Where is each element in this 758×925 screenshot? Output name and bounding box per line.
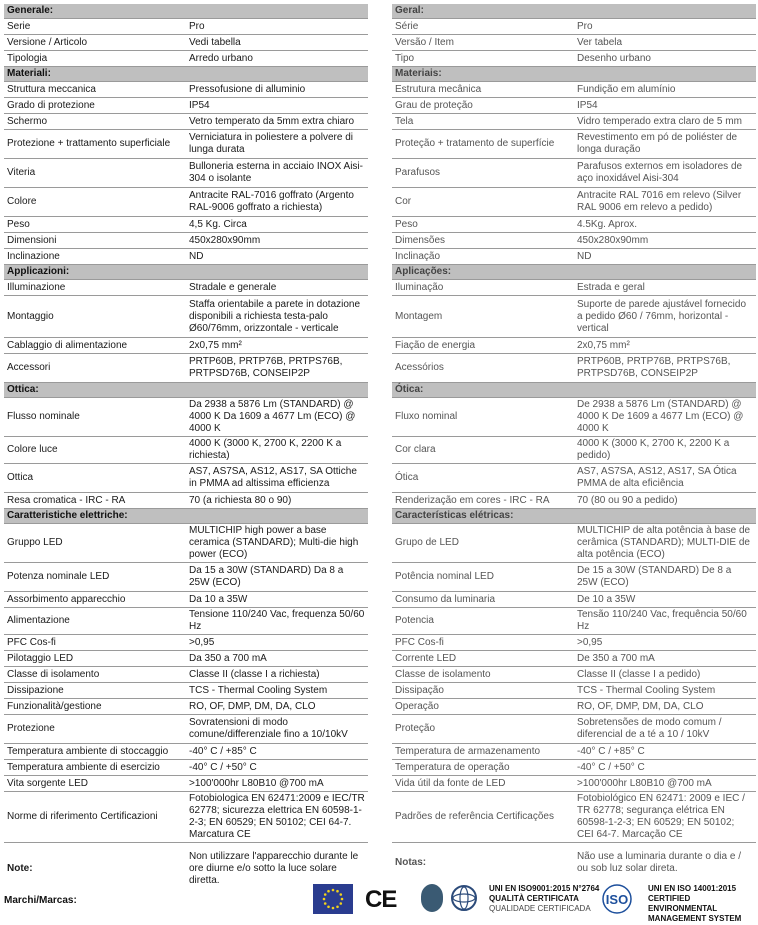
- spec-row: [392, 699, 756, 715]
- spec-label: Classe di isolamento: [4, 667, 186, 683]
- spec-value: Tensão 110/240 Vac, frequência 50/60 Hz: [574, 608, 756, 635]
- spec-row: [4, 493, 368, 509]
- spec-table-portuguese: [392, 4, 756, 876]
- spec-value: Revestimento em pó de poliéster de longa duração: [574, 130, 756, 159]
- spec-value: De 2938 a 5876 Lm (STANDARD) @ 4000 K De 1609 a 4677 Lm (ECO) @ 4000 K: [574, 398, 756, 437]
- section-title: Materiali:: [4, 67, 368, 82]
- spec-row: [4, 699, 368, 715]
- spec-value: 4.5Kg. Aprox.: [574, 217, 756, 233]
- spec-value: Tensione 110/240 Vac, frequenza 50/60 Hz: [186, 608, 368, 635]
- spec-value: TCS - Thermal Cooling System: [574, 683, 756, 699]
- spec-row: [4, 464, 368, 493]
- eu-star: [339, 902, 342, 905]
- spec-label: Tipologia: [4, 51, 186, 67]
- spec-row: [4, 249, 368, 265]
- spec-row: [4, 82, 368, 98]
- section-title: Generale:: [4, 4, 368, 19]
- spec-label: Iluminação: [392, 280, 574, 296]
- spec-value: IP54: [186, 98, 368, 114]
- ce-mark-icon: CE: [365, 886, 397, 913]
- spec-value: ND: [574, 249, 756, 265]
- spec-value: Da 15 a 30W (STANDARD) Da 8 a 25W (ECO): [186, 563, 368, 592]
- marks-label-it: Marchi: [4, 895, 37, 906]
- section-title: Características elétricas:: [392, 509, 756, 524]
- spec-row: [392, 354, 756, 383]
- spec-label: Série: [392, 19, 574, 35]
- eu-star: [324, 902, 327, 905]
- section-header: [4, 67, 368, 82]
- spec-label: Versão / Item: [392, 35, 574, 51]
- spec-row: [392, 217, 756, 233]
- spec-row: [4, 398, 368, 437]
- spec-label: Consumo da luminaria: [392, 592, 574, 608]
- spec-label: Ottica: [4, 464, 186, 493]
- iso9001-line3: QUALIDADE CERTIFICADA: [489, 904, 591, 913]
- spec-value: 4000 K (3000 K, 2700 K, 2200 K a richiesta): [186, 437, 368, 464]
- spec-value: >100'000hr L80B10 @700 mA: [186, 776, 368, 792]
- section-header: [4, 509, 368, 524]
- spec-value: MULTICHIP high power a base ceramica (STANDARD); Multi-die high power (ECO): [186, 524, 368, 563]
- iso14001-line1: UNI EN ISO 14001:2015: [648, 884, 737, 893]
- spec-row: [4, 437, 368, 464]
- spec-value: Antracite RAL-7016 goffrato (Argento RAL-9006 goffrato a richiesta): [186, 188, 368, 217]
- section-header: [4, 265, 368, 280]
- spec-label: Potência nominal LED: [392, 563, 574, 592]
- spec-row: [4, 524, 368, 563]
- spec-value: -40° C / +85° C: [186, 744, 368, 760]
- spec-value: Antracite RAL 7016 em relevo (Silver RAL 9006 em relevo a pedido): [574, 188, 756, 217]
- spec-row: [392, 667, 756, 683]
- spec-label: Dissipazione: [4, 683, 186, 699]
- spec-value: 2x0,75 mm²: [574, 338, 756, 354]
- spec-label: Schermo: [4, 114, 186, 130]
- spec-value: Pro: [186, 19, 368, 35]
- spec-value: TCS - Thermal Cooling System: [186, 683, 368, 699]
- footer: [0, 878, 758, 925]
- spec-value: Bulloneria esterna in acciaio INOX Aisi-304 o isolante: [186, 159, 368, 188]
- spec-value: Parafusos externos em isoladores de aço inoxidável Aisi-304: [574, 159, 756, 188]
- section-title: Applicazioni:: [4, 265, 368, 280]
- spec-label: Colore luce: [4, 437, 186, 464]
- section-title: Materiais:: [392, 67, 756, 82]
- spec-row: [4, 217, 368, 233]
- spec-label: Parafusos: [392, 159, 574, 188]
- certification-seal-icon: [421, 884, 443, 912]
- spec-value: 450x280x90mm: [186, 233, 368, 249]
- spec-label: Renderização em cores - IRC - RA: [392, 493, 574, 509]
- spec-label: Grau de proteção: [392, 98, 574, 114]
- marks-label: [4, 895, 77, 906]
- spec-value: Estrada e geral: [574, 280, 756, 296]
- spec-label: Corrente LED: [392, 651, 574, 667]
- spec-row: [4, 744, 368, 760]
- spec-label: Norme di riferimento Certificazioni: [4, 792, 186, 843]
- spec-label: Temperatura de operação: [392, 760, 574, 776]
- spec-row: [4, 651, 368, 667]
- spec-value: De 350 a 700 mA: [574, 651, 756, 667]
- spec-label: Cor: [392, 188, 574, 217]
- spec-row: [4, 354, 368, 383]
- spec-value: PRTP60B, PRTP76B, PRTPS76B, PRTPSD76B, CONSEIP2P: [186, 354, 368, 383]
- spec-label: Gruppo LED: [4, 524, 186, 563]
- section-header: [4, 383, 368, 398]
- spec-value: 70 (80 ou 90 a pedido): [574, 493, 756, 509]
- spec-value: Suporte de parede ajustável fornecido a pedido Ø60 / 76mm, horizontal - vertical: [574, 296, 756, 338]
- spec-row: [4, 98, 368, 114]
- spec-value: De 15 a 30W (STANDARD) De 8 a 25W (ECO): [574, 563, 756, 592]
- spec-label: PFC Cos-fi: [4, 635, 186, 651]
- eu-star: [336, 890, 339, 893]
- spec-value: Arredo urbano: [186, 51, 368, 67]
- spec-row: [392, 35, 756, 51]
- note-row: [392, 843, 756, 877]
- eu-star: [323, 898, 326, 901]
- spec-row: [392, 114, 756, 130]
- section-title: Ótica:: [392, 383, 756, 398]
- spec-label: Montagem: [392, 296, 574, 338]
- spec-value: 4,5 Kg. Circa: [186, 217, 368, 233]
- spec-row: [392, 792, 756, 843]
- spec-value: Desenho urbano: [574, 51, 756, 67]
- spec-value: Stradale e generale: [186, 280, 368, 296]
- spec-label: Dimensões: [392, 233, 574, 249]
- marks-label-pt: Marcas:: [39, 895, 77, 906]
- spec-value: >0,95: [574, 635, 756, 651]
- spec-value: 4000 K (3000 K, 2700 K, 2200 K a pedido): [574, 437, 756, 464]
- accreditation-logo-icon: [450, 884, 478, 912]
- spec-label: Viteria: [4, 159, 186, 188]
- section-title: Geral:: [392, 4, 756, 19]
- section-header: [392, 509, 756, 524]
- spec-row: [392, 464, 756, 493]
- spec-row: [4, 296, 368, 338]
- spec-label: Accessori: [4, 354, 186, 383]
- eu-star: [332, 907, 335, 910]
- spec-value: Verniciatura in poliestere a polvere di lunga durata: [186, 130, 368, 159]
- spec-row: [4, 188, 368, 217]
- spec-row: [392, 188, 756, 217]
- spec-row: [392, 280, 756, 296]
- iso14001-text: [648, 884, 758, 924]
- spec-value: RO, OF, DMP, DM, DA, CLO: [186, 699, 368, 715]
- spec-value: Não use a luminaria durante o dia e / ou sob luz solar direta.: [577, 851, 741, 874]
- spec-value: 70 (a richiesta 80 o 90): [186, 493, 368, 509]
- spec-row: [4, 130, 368, 159]
- spec-label: Ótica: [392, 464, 574, 493]
- spec-row: [4, 19, 368, 35]
- spec-row: [4, 51, 368, 67]
- spec-label: Versione / Articolo: [4, 35, 186, 51]
- spec-row: [4, 792, 368, 843]
- spec-value: De 10 a 35W: [574, 592, 756, 608]
- spec-label: Resa cromatica - IRC - RA: [4, 493, 186, 509]
- spec-row: [4, 635, 368, 651]
- spec-value: >100'000hr L80B10 @700 mA: [574, 776, 756, 792]
- spec-row: [392, 651, 756, 667]
- eu-star: [332, 889, 335, 892]
- section-header: [392, 383, 756, 398]
- spec-value: AS7, AS7SA, AS12, AS17, SA Ottiche in PMMA ad altissima efficienza: [186, 464, 368, 493]
- spec-row: [4, 683, 368, 699]
- section-header: [392, 67, 756, 82]
- spec-value: 2x0,75 mm²: [186, 338, 368, 354]
- spec-value: Da 10 a 35W: [186, 592, 368, 608]
- spec-label: Vida útil da fonte de LED: [392, 776, 574, 792]
- spec-value: Fotobiológico EN 62471: 2009 e IEC / TR 62778; segurança elétrica EN 60598-1-2-3; EN 60529; EN 50102; CEI 64-7. Marcação CE: [574, 792, 756, 843]
- spec-label: Peso: [4, 217, 186, 233]
- marks-separator: /: [36, 895, 40, 906]
- section-header: [392, 4, 756, 19]
- spec-label: Proteção + tratamento de superfície: [392, 130, 574, 159]
- spec-label: Classe de isolamento: [392, 667, 574, 683]
- spec-value: Da 350 a 700 mA: [186, 651, 368, 667]
- iso9001-line2: QUALITÀ CERTIFICATA: [489, 894, 579, 903]
- spec-label: Temperatura ambiente di stoccaggio: [4, 744, 186, 760]
- section-title: Aplicações:: [392, 265, 756, 280]
- spec-row: [4, 760, 368, 776]
- spec-row: [392, 744, 756, 760]
- spec-row: [392, 563, 756, 592]
- eu-star: [324, 893, 327, 896]
- spec-label: Padrões de referência Certificações: [392, 792, 574, 843]
- spec-value: Sovratensioni di modo comune/differenziale fino a 10/10kV: [186, 715, 368, 744]
- spec-value: -40° C / +50° C: [186, 760, 368, 776]
- spec-label: Struttura meccanica: [4, 82, 186, 98]
- spec-label: Inclinazione: [4, 249, 186, 265]
- spec-row: [4, 776, 368, 792]
- spec-row: [4, 338, 368, 354]
- spec-value: >0,95: [186, 635, 368, 651]
- spec-row: [392, 524, 756, 563]
- spec-row: [4, 280, 368, 296]
- spec-value: Ver tabela: [574, 35, 756, 51]
- spec-label: Montaggio: [4, 296, 186, 338]
- spec-label: Flusso nominale: [4, 398, 186, 437]
- spec-row: [392, 683, 756, 699]
- svg-text:ISO: ISO: [605, 892, 629, 907]
- eu-star: [339, 893, 342, 896]
- spec-label: Serie: [4, 19, 186, 35]
- section-header: [392, 265, 756, 280]
- spec-label: Fiação de energia: [392, 338, 574, 354]
- spec-row: [392, 398, 756, 437]
- spec-label: Dissipação: [392, 683, 574, 699]
- spec-row: [392, 51, 756, 67]
- spec-label: Grado di protezione: [4, 98, 186, 114]
- spec-label: Operação: [392, 699, 574, 715]
- spec-value: Vidro temperado extra claro de 5 mm: [574, 114, 756, 130]
- iso9001-text: [489, 884, 599, 914]
- spec-label: Fluxo nominal: [392, 398, 574, 437]
- iso-logo-icon: [598, 884, 636, 914]
- spec-row: [4, 608, 368, 635]
- spec-label: Potencia: [392, 608, 574, 635]
- spec-label: Temperatura de armazenamento: [392, 744, 574, 760]
- iso9001-line1: UNI EN ISO9001:2015 N°2764: [489, 884, 600, 893]
- spec-label: Colore: [4, 188, 186, 217]
- section-title: Ottica:: [4, 383, 368, 398]
- spec-label: Alimentazione: [4, 608, 186, 635]
- spec-row: [392, 715, 756, 744]
- spec-row: [392, 19, 756, 35]
- spec-row: [392, 493, 756, 509]
- spec-value: -40° C / +50° C: [574, 760, 756, 776]
- iso14001-line3: MANAGEMENT SYSTEM: [648, 914, 742, 923]
- spec-value: MULTICHIP de alta potência à base de cerâmica (STANDARD); MULTI-DIE de alta potência (ECO): [574, 524, 756, 563]
- spec-row: [392, 608, 756, 635]
- spec-row: [4, 592, 368, 608]
- spec-row: [392, 635, 756, 651]
- spec-row: [392, 592, 756, 608]
- spec-value: Vedi tabella: [186, 35, 368, 51]
- spec-label: Assorbimento apparecchio: [4, 592, 186, 608]
- spec-value: Staffa orientabile a parete in dotazione disponibili a richiesta testa-palo Ø60/76mm, orizzontale - verticale: [186, 296, 368, 338]
- spec-value: AS7, AS7SA, AS12, AS17, SA Ótica PMMA de alta eficiência: [574, 464, 756, 493]
- eu-star: [327, 890, 330, 893]
- spec-row: [4, 114, 368, 130]
- spec-row: [392, 159, 756, 188]
- section-header: [4, 4, 368, 19]
- spec-label: Vita sorgente LED: [4, 776, 186, 792]
- iso14001-line2: CERTIFIED ENVIRONMENTAL: [648, 894, 718, 913]
- eu-star: [341, 898, 344, 901]
- spec-row: [4, 159, 368, 188]
- spec-value: RO, OF, DMP, DM, DA, CLO: [574, 699, 756, 715]
- spec-value: Vetro temperato da 5mm extra chiaro: [186, 114, 368, 130]
- spec-row: [392, 82, 756, 98]
- spec-value: Fundição em alumínio: [574, 82, 756, 98]
- spec-value: 450x280x90mm: [574, 233, 756, 249]
- spec-label: Protezione + trattamento superficiale: [4, 130, 186, 159]
- eu-star: [336, 905, 339, 908]
- spec-row: [392, 437, 756, 464]
- spec-label: Tela: [392, 114, 574, 130]
- spec-label: Proteção: [392, 715, 574, 744]
- spec-value: Non utilizzare l'apparecchio durante le ore diurne e/o sotto la luce solare diretta.: [189, 851, 359, 886]
- spec-label: Note:: [7, 863, 33, 874]
- spec-label: Illuminazione: [4, 280, 186, 296]
- spec-label: Acessórios: [392, 354, 574, 383]
- spec-row: [392, 296, 756, 338]
- section-title: Caratteristiche elettriche:: [4, 509, 368, 524]
- spec-label: Tipo: [392, 51, 574, 67]
- spec-label: Inclinação: [392, 249, 574, 265]
- spec-row: [4, 233, 368, 249]
- spec-value: Pro: [574, 19, 756, 35]
- spec-label: Dimensioni: [4, 233, 186, 249]
- eu-flag-icon: [313, 884, 353, 914]
- spec-row: [392, 130, 756, 159]
- spec-label: Grupo de LED: [392, 524, 574, 563]
- spec-value: IP54: [574, 98, 756, 114]
- eu-star: [327, 905, 330, 908]
- spec-value: Da 2938 a 5876 Lm (STANDARD) @ 4000 K Da 1609 a 4677 Lm (ECO) @ 4000 K: [186, 398, 368, 437]
- spec-label: Cor clara: [392, 437, 574, 464]
- spec-value: Classe II (classe I a richiesta): [186, 667, 368, 683]
- spec-label: Potenza nominale LED: [4, 563, 186, 592]
- spec-label: Peso: [392, 217, 574, 233]
- spec-row: [392, 98, 756, 114]
- spec-row: [4, 667, 368, 683]
- spec-label: PFC Cos-fi: [392, 635, 574, 651]
- spec-label: Pilotaggio LED: [4, 651, 186, 667]
- spec-value: Sobretensões de modo comum / diferencial de a té a 10 / 10kV: [574, 715, 756, 744]
- spec-table-italian: [4, 4, 368, 888]
- spec-value: Pressofusione di alluminio: [186, 82, 368, 98]
- spec-row: [392, 233, 756, 249]
- spec-value: Fotobiologica EN 62471:2009 e IEC/TR 62778; sicurezza elettrica EN 60598-1-2-3; EN 60529; EN 50102; CEI 64-7. Marcatura CE: [186, 792, 368, 843]
- spec-row: [392, 249, 756, 265]
- spec-row: [392, 776, 756, 792]
- spec-label: Protezione: [4, 715, 186, 744]
- spec-label: Estrutura mecânica: [392, 82, 574, 98]
- spec-label: Temperatura ambiente di esercizio: [4, 760, 186, 776]
- spec-row: [4, 715, 368, 744]
- spec-row: [392, 760, 756, 776]
- spec-row: [4, 35, 368, 51]
- spec-value: Classe II (classe I a pedido): [574, 667, 756, 683]
- spec-row: [392, 338, 756, 354]
- spec-value: PRTP60B, PRTP76B, PRTPS76B, PRTPSD76B, CONSEIP2P: [574, 354, 756, 383]
- spec-label: Funzionalità/gestione: [4, 699, 186, 715]
- spec-value: -40° C / +85° C: [574, 744, 756, 760]
- spec-value: ND: [186, 249, 368, 265]
- spec-row: [4, 563, 368, 592]
- spec-label: Cablaggio di alimentazione: [4, 338, 186, 354]
- spec-label: Notas:: [395, 857, 427, 868]
